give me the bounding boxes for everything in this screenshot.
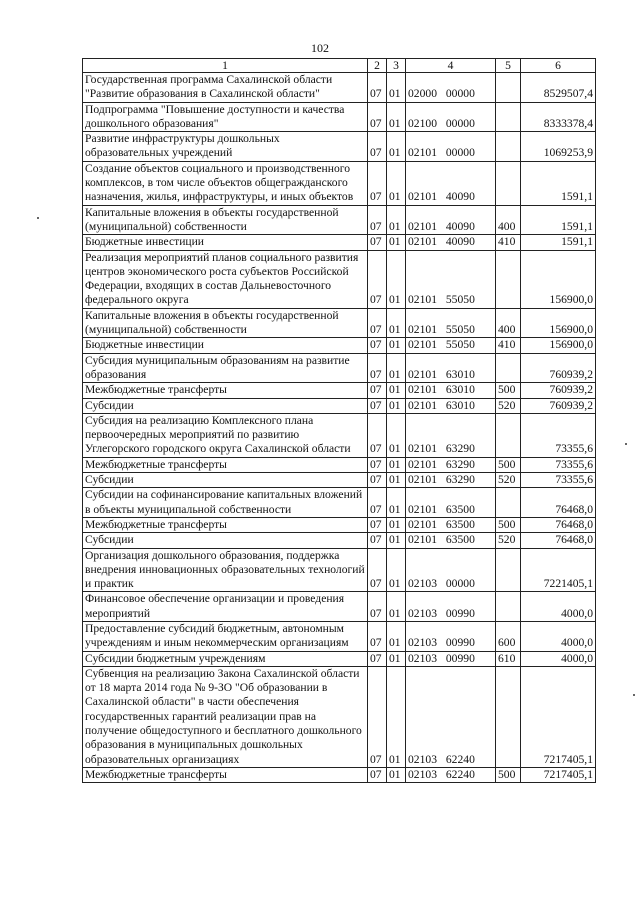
- cell-c5: [496, 353, 521, 383]
- cell-name: Межбюджетные трансферты: [83, 767, 368, 782]
- cell-name: Подпрограмма "Повышение доступности и качества дошкольного образования": [83, 102, 368, 132]
- cell-c3: 01: [387, 651, 406, 666]
- cell-name: Капитальные вложения в объекты государственной (муниципальной) собственности: [83, 205, 368, 235]
- cell-c3: 01: [387, 102, 406, 132]
- cell-c6: 7217405,1: [521, 666, 596, 767]
- cell-c4: 02101 63290: [406, 413, 496, 457]
- cell-c4: 02103 00000: [406, 548, 496, 592]
- table-row: [83, 132, 596, 162]
- cell-c2: 07: [368, 250, 387, 308]
- cell-c6: 1591,1: [521, 235, 596, 250]
- cell-name: Реализация мероприятий планов социального развития центров экономического роста субъектов Российской Федерации, входящих в состав Дальневосточного федерального округа: [83, 250, 368, 308]
- cell-c5: 500: [496, 767, 521, 782]
- cell-name: Бюджетные инвестиции: [83, 338, 368, 353]
- table-row: [83, 235, 596, 250]
- page-number: 102: [311, 41, 329, 55]
- cell-c4: 02103 00990: [406, 621, 496, 651]
- cell-name: Организация дошкольного образования, поддержка внедрения инновационных образовательных технологий и практик: [83, 548, 368, 592]
- cell-name: Межбюджетные трансферты: [83, 457, 368, 472]
- cell-c5: [496, 73, 521, 103]
- cell-c5: 500: [496, 383, 521, 398]
- cell-c3: 01: [387, 473, 406, 488]
- cell-c5: [496, 250, 521, 308]
- cell-c2: 07: [368, 413, 387, 457]
- cell-c5: [496, 666, 521, 767]
- cell-c2: 07: [368, 308, 387, 338]
- cell-c2: 07: [368, 621, 387, 651]
- cell-c2: 07: [368, 73, 387, 103]
- table-row: [83, 73, 596, 103]
- table-row: [83, 621, 596, 651]
- cell-c2: 07: [368, 132, 387, 162]
- cell-c4: 02101 63290: [406, 457, 496, 472]
- cell-c6: 76468,0: [521, 517, 596, 532]
- cell-c3: 01: [387, 398, 406, 413]
- table-row: [83, 548, 596, 592]
- cell-c6: 156900,0: [521, 308, 596, 338]
- column-header-3: 3: [387, 59, 406, 73]
- cell-c2: 07: [368, 548, 387, 592]
- cell-c3: 01: [387, 338, 406, 353]
- column-header-4: 4: [406, 59, 496, 73]
- scan-speck: [625, 443, 627, 445]
- cell-c3: 01: [387, 621, 406, 651]
- cell-c5: 400: [496, 205, 521, 235]
- cell-c4: 02101 63010: [406, 398, 496, 413]
- cell-c3: 01: [387, 250, 406, 308]
- table-row: [83, 161, 596, 205]
- table-row: [83, 457, 596, 472]
- table-row: [83, 250, 596, 308]
- cell-c4: 02101 63500: [406, 533, 496, 548]
- cell-c2: 07: [368, 457, 387, 472]
- cell-c4: 02101 63290: [406, 473, 496, 488]
- cell-c5: 500: [496, 457, 521, 472]
- cell-name: Субсидия муниципальным образованиям на развитие образования: [83, 353, 368, 383]
- cell-c6: 76468,0: [521, 533, 596, 548]
- cell-c6: 760939,2: [521, 383, 596, 398]
- cell-name: Субсидии: [83, 473, 368, 488]
- cell-c2: 07: [368, 666, 387, 767]
- table-row: [83, 353, 596, 383]
- table-row: [83, 398, 596, 413]
- cell-c4: 02103 62240: [406, 767, 496, 782]
- cell-c6: 4000,0: [521, 621, 596, 651]
- table-row: [83, 473, 596, 488]
- cell-c4: 02000 00000: [406, 73, 496, 103]
- table-row: [83, 533, 596, 548]
- cell-c6: 73355,6: [521, 473, 596, 488]
- cell-c3: 01: [387, 383, 406, 398]
- table-row: [83, 666, 596, 767]
- cell-c2: 07: [368, 533, 387, 548]
- table-row: [83, 338, 596, 353]
- table-row: [83, 767, 596, 782]
- cell-c3: 01: [387, 205, 406, 235]
- cell-c3: 01: [387, 517, 406, 532]
- cell-name: Межбюджетные трансферты: [83, 517, 368, 532]
- cell-c4: 02103 00990: [406, 651, 496, 666]
- cell-c4: 02101 40090: [406, 205, 496, 235]
- cell-c6: 156900,0: [521, 250, 596, 308]
- cell-c6: 760939,2: [521, 353, 596, 383]
- cell-c2: 07: [368, 473, 387, 488]
- cell-c2: 07: [368, 488, 387, 518]
- table-row: [83, 592, 596, 622]
- cell-c4: 02101 40090: [406, 235, 496, 250]
- cell-c2: 07: [368, 235, 387, 250]
- column-header-6: 6: [521, 59, 596, 73]
- cell-name: Бюджетные инвестиции: [83, 235, 368, 250]
- cell-c2: 07: [368, 161, 387, 205]
- cell-c4: 02101 63500: [406, 517, 496, 532]
- cell-c3: 01: [387, 353, 406, 383]
- cell-c5: [496, 102, 521, 132]
- cell-c4: 02101 55050: [406, 308, 496, 338]
- cell-c2: 07: [368, 651, 387, 666]
- cell-c5: [496, 161, 521, 205]
- cell-c6: 4000,0: [521, 592, 596, 622]
- scan-speck: [633, 694, 635, 696]
- cell-name: Субсидии: [83, 533, 368, 548]
- cell-c3: 01: [387, 132, 406, 162]
- cell-name: Субвенция на реализацию Закона Сахалинской области от 18 марта 2014 года № 9-ЗО "Об образовании в Сахалинской области" в части обеспечения государственных гарантий реализации прав на получение общедоступного и бесплатного дошкольного образования в муниципальных дошкольных образовательных организациях: [83, 666, 368, 767]
- cell-name: Создание объектов социального и производственного комплексов, в том числе объектов общегражданского назначения, жилья, инфраструктуры, и иных объектов: [83, 161, 368, 205]
- cell-c5: 500: [496, 517, 521, 532]
- cell-c2: 07: [368, 592, 387, 622]
- table-row: [83, 205, 596, 235]
- cell-c4: 02101 00000: [406, 132, 496, 162]
- column-header-5: 5: [496, 59, 521, 73]
- cell-name: Субсидия на реализацию Комплексного плана первоочередных мероприятий по развитию Углегорского городского округа Сахалинской области: [83, 413, 368, 457]
- table-row: [83, 651, 596, 666]
- cell-c3: 01: [387, 548, 406, 592]
- cell-c2: 07: [368, 517, 387, 532]
- cell-c6: 8529507,4: [521, 73, 596, 103]
- cell-c4: 02100 00000: [406, 102, 496, 132]
- cell-c3: 01: [387, 592, 406, 622]
- cell-c4: 02101 63010: [406, 383, 496, 398]
- table-row: [83, 517, 596, 532]
- cell-c5: [496, 413, 521, 457]
- cell-c3: 01: [387, 457, 406, 472]
- table-row: [83, 413, 596, 457]
- column-header-2: 2: [368, 59, 387, 73]
- cell-c2: 07: [368, 353, 387, 383]
- cell-c5: 410: [496, 235, 521, 250]
- cell-c2: 07: [368, 767, 387, 782]
- cell-c3: 01: [387, 161, 406, 205]
- cell-c5: [496, 488, 521, 518]
- cell-name: Капитальные вложения в объекты государственной (муниципальной) собственности: [83, 308, 368, 338]
- table-row: [83, 308, 596, 338]
- cell-c3: 01: [387, 666, 406, 767]
- cell-c2: 07: [368, 398, 387, 413]
- cell-c3: 01: [387, 73, 406, 103]
- cell-name: Развитие инфраструктуры дошкольных образовательных учреждений: [83, 132, 368, 162]
- cell-c3: 01: [387, 235, 406, 250]
- cell-c5: 520: [496, 533, 521, 548]
- cell-c4: 02103 62240: [406, 666, 496, 767]
- cell-name: Межбюджетные трансферты: [83, 383, 368, 398]
- cell-c6: 73355,6: [521, 413, 596, 457]
- cell-name: Предоставление субсидий бюджетным, автономным учреждениям и иным некоммерческим организациям: [83, 621, 368, 651]
- cell-c4: 02103 00990: [406, 592, 496, 622]
- cell-c4: 02101 63010: [406, 353, 496, 383]
- cell-c2: 07: [368, 205, 387, 235]
- cell-c5: 520: [496, 398, 521, 413]
- cell-c3: 01: [387, 533, 406, 548]
- cell-c5: 400: [496, 308, 521, 338]
- cell-c6: 156900,0: [521, 338, 596, 353]
- cell-c5: 520: [496, 473, 521, 488]
- cell-c6: 1591,1: [521, 161, 596, 205]
- cell-c6: 73355,6: [521, 457, 596, 472]
- cell-c6: 1069253,9: [521, 132, 596, 162]
- cell-c3: 01: [387, 488, 406, 518]
- cell-name: Государственная программа Сахалинской области "Развитие образования в Сахалинской области": [83, 73, 368, 103]
- column-header-1: 1: [83, 59, 368, 73]
- cell-c6: 760939,2: [521, 398, 596, 413]
- cell-c4: 02101 40090: [406, 161, 496, 205]
- cell-c6: 7217405,1: [521, 767, 596, 782]
- cell-c5: [496, 592, 521, 622]
- cell-c6: 1591,1: [521, 205, 596, 235]
- cell-c5: [496, 548, 521, 592]
- cell-c6: 76468,0: [521, 488, 596, 518]
- table-header-row: [83, 59, 596, 73]
- cell-c5: 410: [496, 338, 521, 353]
- table-row: [83, 488, 596, 518]
- cell-c4: 02101 63500: [406, 488, 496, 518]
- cell-name: Финансовое обеспечение организации и проведения мероприятий: [83, 592, 368, 622]
- cell-name: Субсидии: [83, 398, 368, 413]
- cell-c3: 01: [387, 308, 406, 338]
- cell-c5: 600: [496, 621, 521, 651]
- cell-name: Субсидии на софинансирование капитальных вложений в объекты муниципальной собственности: [83, 488, 368, 518]
- cell-c2: 07: [368, 383, 387, 398]
- cell-c5: [496, 132, 521, 162]
- cell-c5: 610: [496, 651, 521, 666]
- cell-c4: 02101 55050: [406, 338, 496, 353]
- table-row: [83, 383, 596, 398]
- cell-c6: 7221405,1: [521, 548, 596, 592]
- budget-table: [82, 58, 596, 783]
- cell-c2: 07: [368, 338, 387, 353]
- scan-speck: [37, 217, 39, 219]
- cell-c4: 02101 55050: [406, 250, 496, 308]
- cell-c6: 4000,0: [521, 651, 596, 666]
- cell-c2: 07: [368, 102, 387, 132]
- cell-name: Субсидии бюджетным учреждениям: [83, 651, 368, 666]
- cell-c3: 01: [387, 413, 406, 457]
- cell-c6: 8333378,4: [521, 102, 596, 132]
- cell-c3: 01: [387, 767, 406, 782]
- table-row: [83, 102, 596, 132]
